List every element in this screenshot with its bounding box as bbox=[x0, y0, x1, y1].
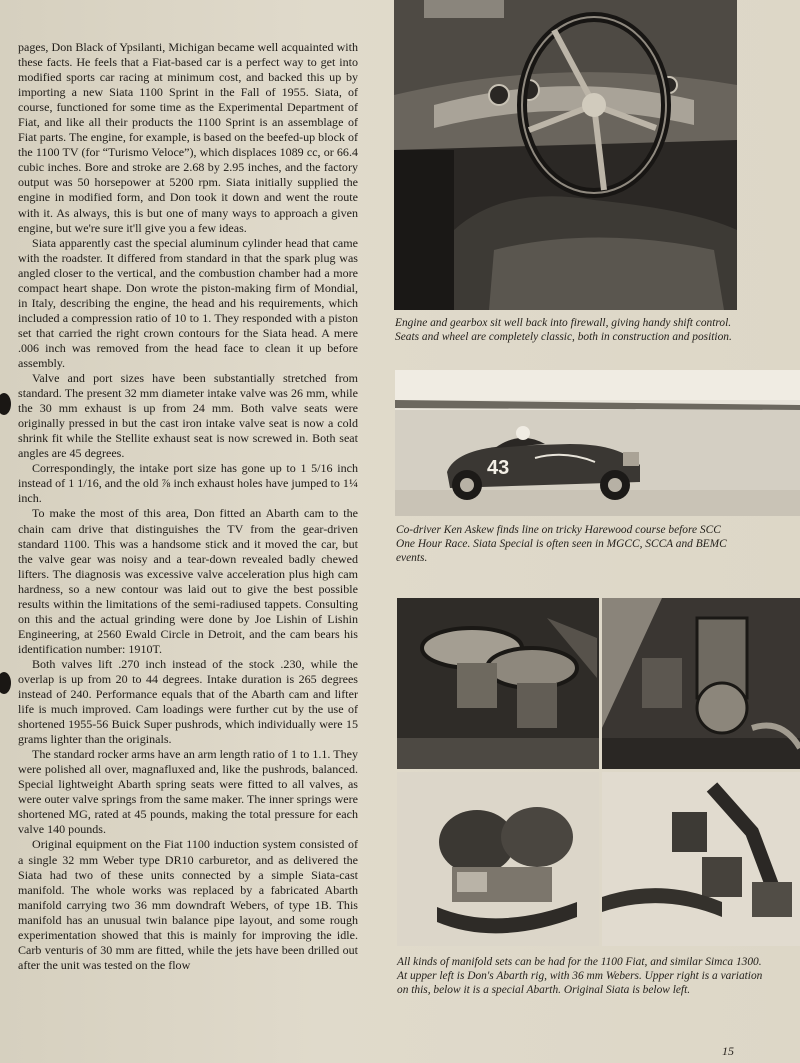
binder-hole-lower bbox=[0, 672, 11, 694]
race-photo bbox=[395, 370, 800, 516]
original-siata-manifold-photo bbox=[397, 772, 599, 946]
article-paragraph: Both valves lift .270 inch instead of the stock .230, while the overlap is up from 20 to 44 degrees. Intake duration is 265 degrees instead of 240. Performance equals that of the Abarth cam and lifter life is much improved. Cam loadings were further cut by the use of shortened 1955-56 Buick Super pushrods, which individually were 15 grams lighter than the originals. bbox=[18, 656, 358, 747]
cockpit-photo bbox=[394, 0, 737, 310]
article-paragraph: pages, Don Black of Ypsilanti, Michigan became well acquainted with these facts. He feels that a Fiat-based car is a perfect way to get into modified sports car racing at minimum cost, and backed this up by importing a new Siata 1100 Sprint in the Fall of 1955. Siata, of course, functioned for some time as the Experimental Department of Fiat, and like all their products the 1100 Sprint is an assemblage of Fiat parts. The engine, for example, is based on the beefed-up block of the 1100 TV (for “Turismo Veloce”), which displaces 1089 cc, or 66.4 cubic inches. Bore and stroke are 2.68 by 2.95 inches, and the factory output was 50 horsepower at 5200 rpm. Siata initially supplied the engine in modified form, and Don took it down and went the route with it. As always, this is but one of many ways to approach a given engine, but we're sure it'll give you a few ideas. bbox=[18, 40, 358, 235]
race-caption: Co-driver Ken Askew finds line on tricky Harewood course before SCC One Hour Race. Siata Special is often seen in MGCC, SCCA and BEMC events. bbox=[396, 524, 727, 564]
cockpit-caption: Engine and gearbox sit well back into firewall, giving handy shift control. Seats and wheel are completely classic, both in construction and position. bbox=[395, 317, 732, 343]
article-paragraph: The standard rocker arms have an arm length ratio of 1 to 1.1. They were polished all over, magnafluxed and, like the pushrods, balanced. Special lightweight Abarth spring seats were fitted to all valves, as were outer valve springs from the same maker. The inner springs were shortened MG, rated at 45 pounds, making the total pressure for each valve 140 pounds. bbox=[18, 747, 358, 837]
special-abarth-manifold-photo bbox=[602, 772, 800, 946]
page-number: 15 bbox=[722, 1044, 734, 1058]
article-paragraph: Valve and port sizes have been substantially stretched from standard. The present 32 mm diameter intake valve was 26 mm, while the 30 mm exhaust is up from 24 mm. Both valve seats were originally pressed in but the cast iron intake valve seat is now a cold shrink fit while the Stellite exhaust seat is now screwed in. Both seat angles are 45 degrees. bbox=[18, 371, 358, 461]
article-paragraph: Correspondingly, the intake port size has gone up to 1 5/16 inch instead of 1 1/16, and the old ⅞ inch exhaust holes have jumped to 1¼ inch. bbox=[18, 461, 358, 506]
binder-hole-upper bbox=[0, 393, 11, 415]
race-number: 43 bbox=[487, 457, 510, 479]
abarth-manifold-photo bbox=[397, 598, 599, 769]
manifolds-caption: All kinds of manifold sets can be had for the 1100 Fiat, and similar Simca 1300. At upper left is Don's Abarth rig, with 36 mm Webers. Upper right is a variation on this, below it is a special Abarth. Original Siata is below left. bbox=[397, 956, 763, 996]
manifold-variation-photo bbox=[602, 598, 800, 769]
article-text-column bbox=[18, 40, 358, 973]
article-paragraph: Original equipment on the Fiat 1100 induction system consisted of a single 32 mm Weber type DR10 carburetor, and as delivered the Siata had two of these units connected by a simple Siata-cast manifold. The whole works was replaced by a fabricated Abarth manifold carrying two 36 mm downdraft Webers, of type 1B. This manifold has an unusual twin balance pipe layout, and some rough experimentation showed that this is mainly for improving the idle. Carb venturis of 30 mm are fitted, while the jets have been drilled out after the unit was tested on the flow bbox=[18, 837, 358, 972]
article-paragraph: Siata apparently cast the special aluminum cylinder head that came with the roadster. It differed from standard in that the spark plug was angled closer to the vertical, and the combustion chamber had a more compact heart shape. Don wrote the piston-making firm of Mondial, in Italy, describing the engine, the head and his requirements, which included a compression ratio of 10 to 1. They responded with a piston set that carried the right crown contours for the Siata head. A mere .006 inch was removed from the head face to clean it up before assembly. bbox=[18, 235, 358, 370]
article-paragraph: To make the most of this area, Don fitted an Abarth cam to the chain cam drive that distinguishes the TV from the gear-driven standard 1100. This was a handsome stick and it moved the car, but the valve gear was noisy and a tear-down revealed badly chewed lifters. The diagnosis was excessive valve acceleration plus high cam hardness, so a new contour was laid out to give the best possible results within the limitations of the semi-radiused tappets. Consulting on this and the actual grinding were done by Joe Lishin of Lishin Engineering, at 2560 Ewald Circle in Detroit, and the cam bears his identification number: 1910T. bbox=[18, 506, 358, 656]
